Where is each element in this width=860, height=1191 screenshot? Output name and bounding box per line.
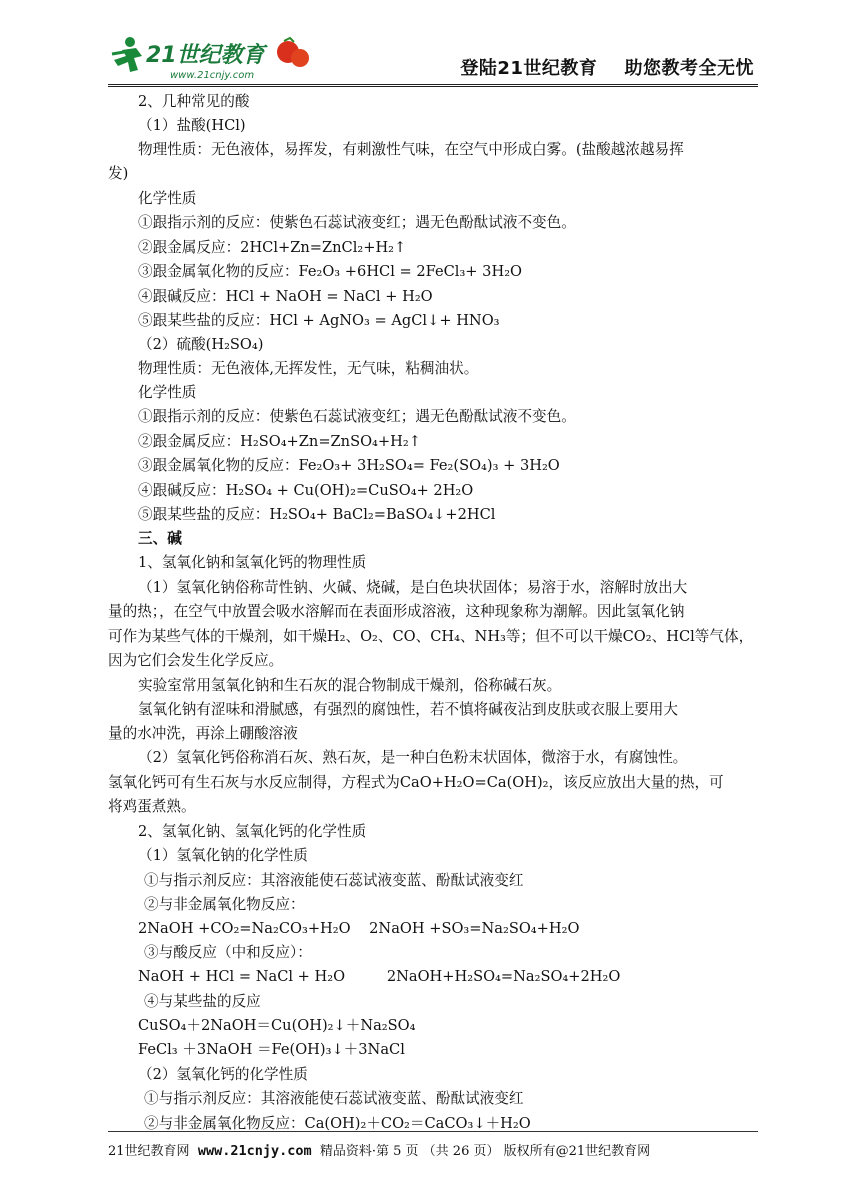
text-line: ②跟金属反应：2HCl+Zn=ZnCl₂+H₂↑ bbox=[138, 239, 407, 256]
text-line: （1）氢氧化钠的化学性质 bbox=[138, 847, 308, 864]
logo-url: www.21cnjy.com bbox=[170, 70, 255, 81]
text-line: 物理性质：无色液体，易挥发，有刺激性气味，在空气中形成白雾。(盐酸越浓越易挥 bbox=[138, 141, 684, 158]
footer-left: 21世纪教育网 bbox=[108, 1144, 198, 1159]
tomato-icon bbox=[277, 38, 309, 67]
text-line: ③跟金属氧化物的反应：Fe₂O₃ +6HCl = 2FeCl₃+ 3H₂O bbox=[138, 263, 523, 280]
header-divider bbox=[108, 84, 758, 87]
text-line: 化学性质 bbox=[138, 384, 197, 401]
text-line: 氢氧化钙可有生石灰与水反应制得，方程式为CaO+H₂O=Ca(OH)₂，该反应放出大量的热，可 bbox=[108, 774, 724, 791]
footer-right: 精品资料·第 5 页 （共 26 页） 版权所有@21世纪教育网 bbox=[311, 1144, 651, 1159]
text-line: 2、几种常见的酸 bbox=[138, 93, 250, 110]
text-line: 2NaOH +CO₂=Na₂CO₃+H₂O 2NaOH +SO₃=Na₂SO₄+H₂O bbox=[138, 920, 580, 937]
text-line: （2）氢氧化钙俗称消石灰、熟石灰，是一种白色粉末状固体，微溶于水，有腐蚀性。 bbox=[138, 749, 688, 766]
text-line: ①与指示剂反应：其溶液能使石蕊试液变蓝、酚酞试液变红 bbox=[144, 872, 524, 889]
text-line: ①跟指示剂的反应：使紫色石蕊试液变红；遇无色酚酞试液不变色。 bbox=[138, 214, 576, 231]
text-line: ③与酸反应（中和反应）： bbox=[144, 944, 312, 961]
text-line: 物理性质：无色液体,无挥发性，无气味，粘稠油状。 bbox=[138, 360, 479, 377]
text-line: 实验室常用氢氧化钠和生石灰的混合物制成干燥剂，俗称碱石灰。 bbox=[138, 677, 562, 694]
text-line: ④与某些盐的反应 bbox=[144, 993, 261, 1010]
text-line: FeCl₃ ＋3NaOH ＝Fe(OH)₃↓＋3NaCl bbox=[138, 1041, 405, 1058]
text-line: ⑤跟某些盐的反应：H₂SO₄+ BaCl₂=BaSO₄↓+2HCl bbox=[138, 506, 496, 523]
header-slogan: 登陆21世纪教育 助您教考全无忧 bbox=[460, 58, 754, 79]
page-footer bbox=[108, 1140, 758, 1159]
text-line: 三、碱 bbox=[138, 530, 182, 547]
running-figure-icon bbox=[112, 37, 142, 72]
text-line: 量的热；，在空气中放置会吸水溶解而在表面形成溶液，这种现象称为潮解。因此氢氧化钠 bbox=[108, 603, 685, 620]
text-line: NaOH + HCl = NaCl + H₂O 2NaOH+H₂SO₄=Na₂SO₄+2H₂O bbox=[138, 968, 621, 985]
text-line: ③跟金属氧化物的反应：Fe₂O₃+ 3H₂SO₄= Fe₂(SO₄)₃ + 3H₂O bbox=[138, 457, 560, 474]
footer-divider bbox=[108, 1131, 758, 1132]
site-logo bbox=[108, 32, 318, 84]
text-line: ②与非金属氧化物反应：Ca(OH)₂＋CO₂＝CaCO₃↓＋H₂O bbox=[144, 1115, 531, 1132]
text-line: ④跟碱反应：HCl + NaOH = NaCl + H₂O bbox=[138, 288, 433, 305]
footer-site-link[interactable]: www.21cnjy.com bbox=[197, 1143, 312, 1159]
text-line: （2）硫酸(H₂SO₄) bbox=[138, 336, 264, 353]
text-line: 可作为某些气体的干燥剂，如干燥H₂、O₂、CO、CH₄、NH₃等；但不可以干燥CO₂、HCl等气体， bbox=[108, 628, 754, 645]
text-line: ④跟碱反应：H₂SO₄ + Cu(OH)₂=CuSO₄+ 2H₂O bbox=[138, 482, 474, 499]
logo-text: 21世纪教育 bbox=[146, 43, 265, 68]
text-line: 2、氢氧化钠、氢氧化钙的化学性质 bbox=[138, 823, 367, 840]
text-line: （2）氢氧化钙的化学性质 bbox=[138, 1066, 308, 1083]
text-line: 1、氢氧化钠和氢氧化钙的物理性质 bbox=[138, 554, 367, 571]
text-line: （1）盐酸(HCl) bbox=[138, 117, 246, 134]
text-line: 氢氧化钠有涩味和滑腻感，有强烈的腐蚀性，若不慎将碱夜沾到皮肤或衣服上要用大 bbox=[138, 701, 678, 718]
text-line: 将鸡蛋煮熟。 bbox=[108, 798, 196, 815]
text-line: ②跟金属反应：H₂SO₄+Zn=ZnSO₄+H₂↑ bbox=[138, 433, 421, 450]
text-line: 因为它们会发生化学反应。 bbox=[108, 652, 284, 669]
text-line: CuSO₄＋2NaOH＝Cu(OH)₂↓＋Na₂SO₄ bbox=[138, 1017, 416, 1034]
text-line: ①与指示剂反应：其溶液能使石蕊试液变蓝、酚酞试液变红 bbox=[144, 1090, 524, 1107]
text-line: ⑤跟某些盐的反应：HCl + AgNO₃ = AgCl↓+ HNO₃ bbox=[138, 312, 500, 329]
text-line: （1）氢氧化钠俗称苛性钠、火碱、烧碱，是白色块状固体；易溶于水，溶解时放出大 bbox=[138, 579, 688, 596]
text-line: 发) bbox=[108, 165, 129, 182]
text-line: ①跟指示剂的反应：使紫色石蕊试液变红；遇无色酚酞试液不变色。 bbox=[138, 408, 576, 425]
text-line: ②与非金属氧化物反应： bbox=[144, 896, 305, 913]
text-line: 量的水冲洗，再涂上硼酸溶液 bbox=[108, 725, 298, 742]
page-header bbox=[108, 30, 756, 86]
text-line: 化学性质 bbox=[138, 190, 197, 207]
